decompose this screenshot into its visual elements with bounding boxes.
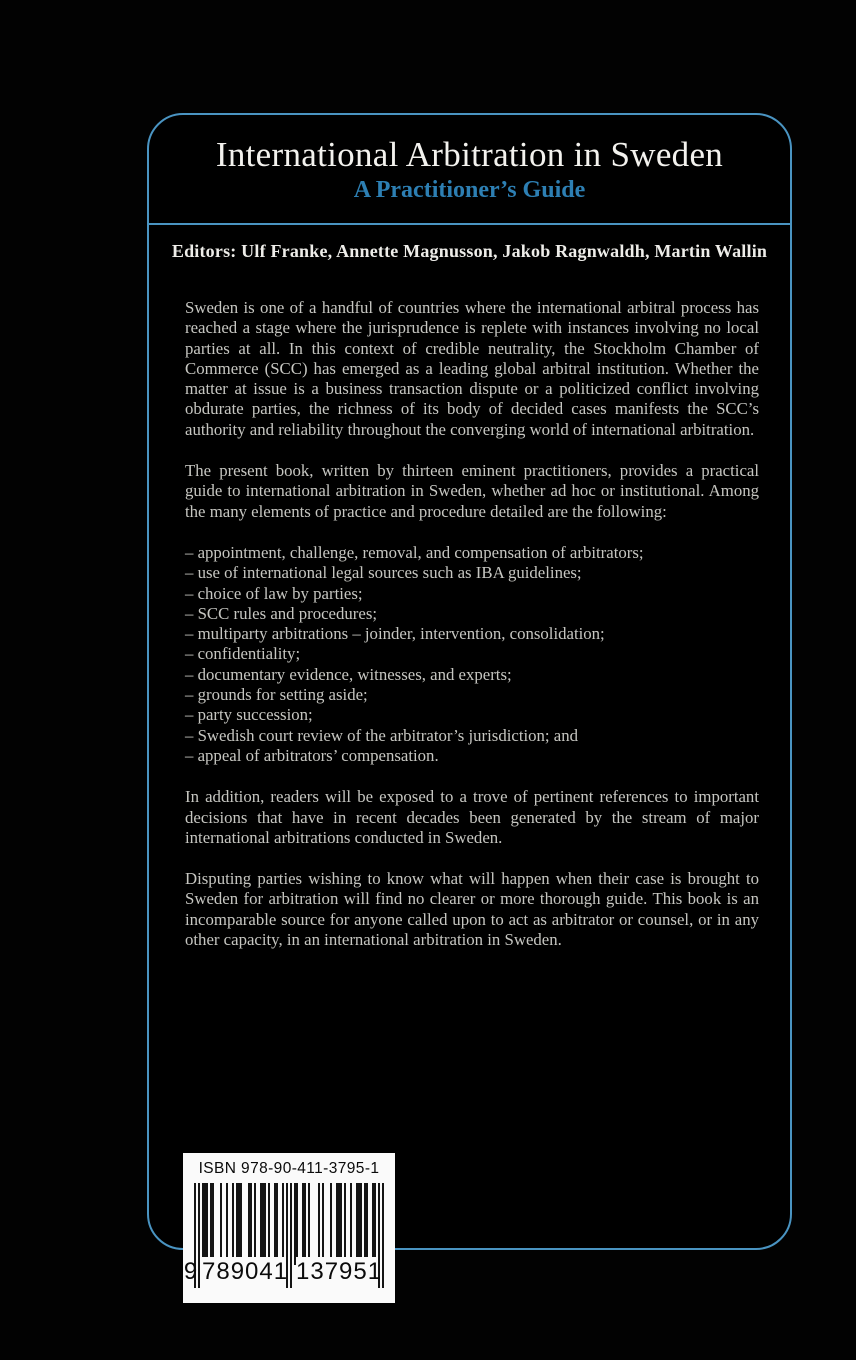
book-subtitle: A Practitioner’s Guide xyxy=(353,177,586,203)
cover-frame-border xyxy=(147,113,792,1250)
topic-item: – multiparty arbitrations – joinder, intervention, consolidation; xyxy=(185,624,605,644)
topic-item: – party succession; xyxy=(185,705,313,725)
barcode-digit-group-2: 137951 xyxy=(296,1258,383,1285)
synopsis-paragraph-3: In addition, readers will be exposed to a trove of pertinent references to important decisions that have in recent decades been generated by the stream of major international arbitrations conducted in Sweden. xyxy=(185,787,759,847)
editors-line: Editors: Ulf Franke, Annette Magnusson, Jakob Ragnwaldh, Martin Wallin xyxy=(171,241,768,261)
topics-list xyxy=(185,543,759,766)
synopsis-paragraph-2: The present book, written by thirteen eminent practitioners, provides a practical guide to international arbitration in Sweden, whether ad hoc or institutional. Among the many elements of practice and procedure detailed are the following: xyxy=(185,461,759,521)
synopsis-paragraph-1: Sweden is one of a handful of countries where the international arbitral process has reached a stage where the jurisprudence is replete with instances involving no local parties at all. In this context of credible neutrality, the Stockholm Chamber of Commerce (SCC) has emerged as a leading global arbitral institution. Whether the matter at issue is a business transaction dispute or a politicized conflict involving obdurate parties, the richness of its body of decided cases manifests the SCC’s authority and reliability throughout the converging world of international arbitration. xyxy=(185,298,759,439)
topic-item: – grounds for setting aside; xyxy=(185,685,368,705)
topic-item: – confidentiality; xyxy=(185,644,301,664)
isbn-box xyxy=(183,1153,395,1303)
synopsis xyxy=(185,298,759,971)
barcode-digit-group-1: 789041 xyxy=(202,1258,289,1285)
topic-item: – appointment, challenge, removal, and compensation of arbitrators; xyxy=(185,542,644,562)
isbn-label: ISBN 978-90-411-3795-1 xyxy=(198,1160,380,1177)
synopsis-paragraph-4: Disputing parties wishing to know what will happen when their case is brought to Sweden for arbitration will find no clearer or more thorough guide. This book is an incomparable source for anyone called upon to act as arbitrator or counsel, or in any other capacity, in an international arbitration in Sweden. xyxy=(185,869,759,950)
topic-item: – choice of law by parties; xyxy=(185,583,363,603)
barcode-digit-first: 9 xyxy=(183,1258,199,1285)
topic-item: – Swedish court review of the arbitrator’s jurisdiction; and xyxy=(185,725,579,745)
barcode-digits xyxy=(183,1257,384,1291)
topic-item: – documentary evidence, witnesses, and experts; xyxy=(185,664,512,684)
book-title: International Arbitration in Sweden xyxy=(215,135,724,174)
title-block xyxy=(149,115,790,223)
topic-item: – use of international legal sources such as IBA guidelines; xyxy=(185,563,582,583)
title-divider xyxy=(147,223,792,225)
topic-item: – appeal of arbitrators’ compensation. xyxy=(185,745,439,765)
topic-item: – SCC rules and procedures; xyxy=(185,603,378,623)
